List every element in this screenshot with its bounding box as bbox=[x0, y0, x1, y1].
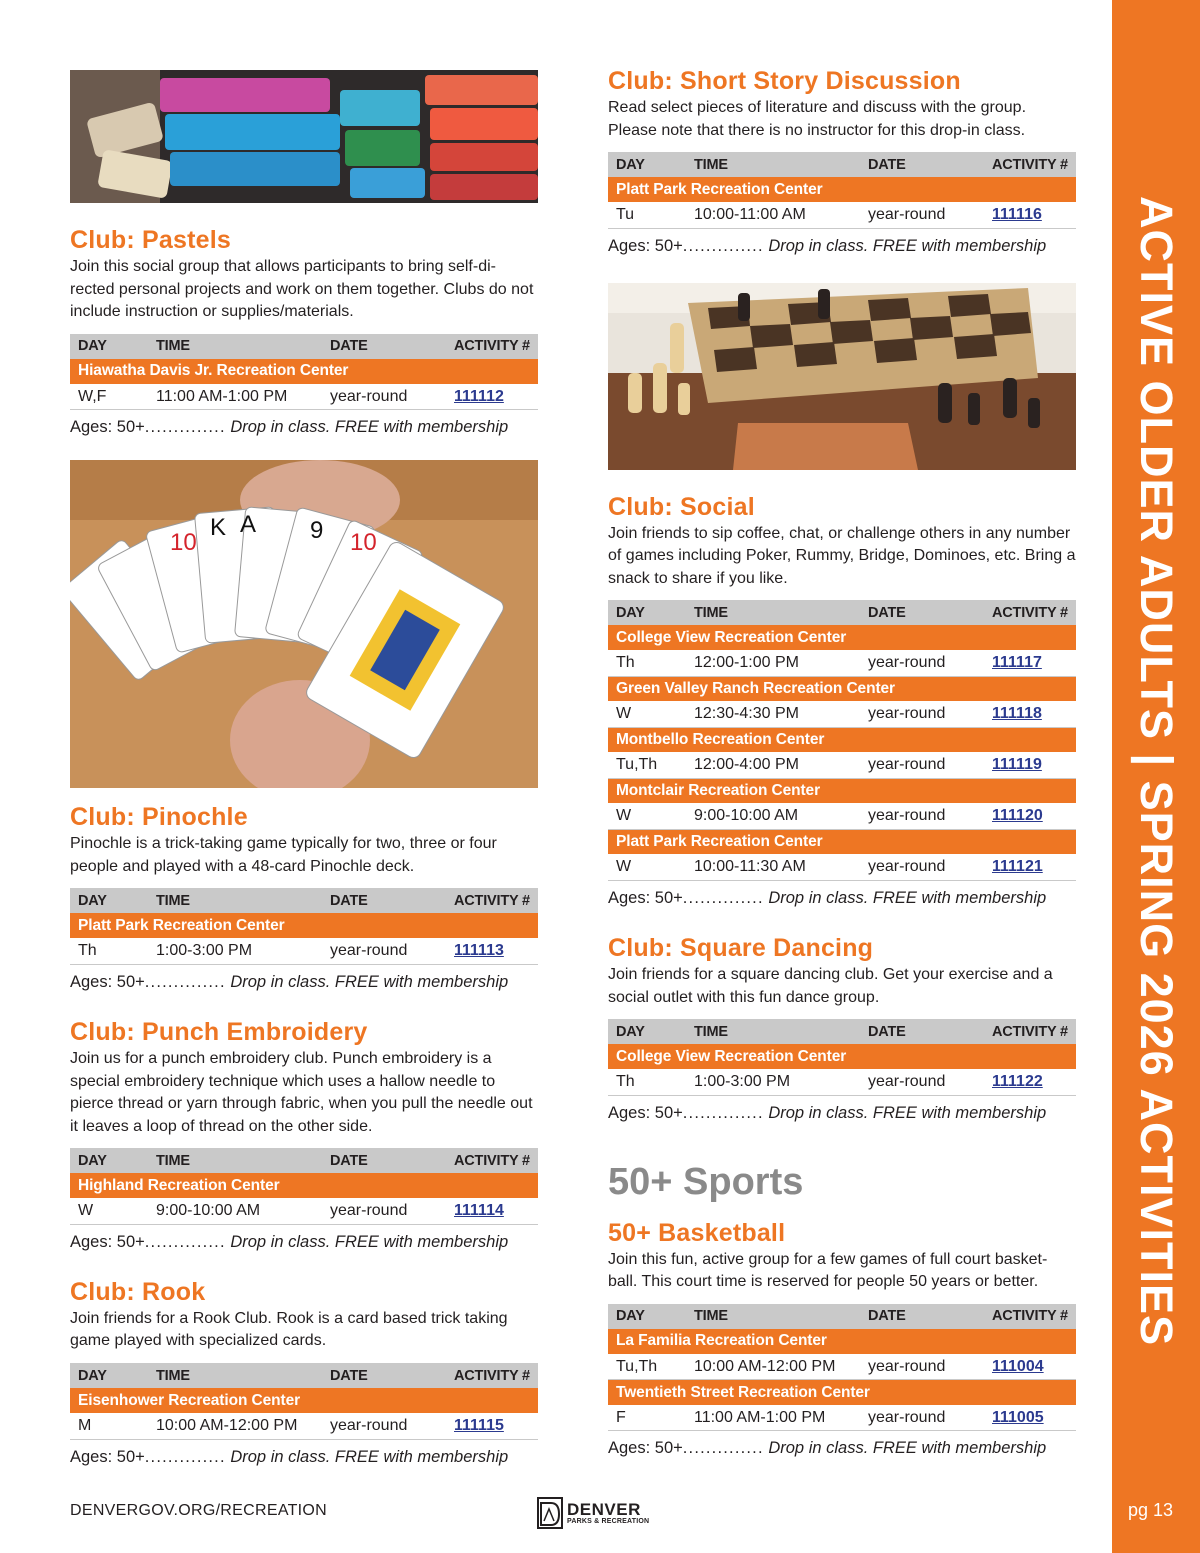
header-date: DATE bbox=[860, 1304, 984, 1329]
table-header-row bbox=[608, 152, 1076, 177]
activity-link[interactable]: 111116 bbox=[992, 205, 1042, 223]
location-row: College View Recreation Center bbox=[608, 625, 1076, 650]
logo-text bbox=[567, 1501, 649, 1525]
basketball-section bbox=[608, 1218, 1076, 1460]
table-row bbox=[70, 1198, 538, 1224]
location-row: Highland Recreation Center bbox=[70, 1173, 538, 1198]
table-row bbox=[608, 752, 1076, 778]
cell-day: W bbox=[608, 854, 686, 880]
location-row: College View Recreation Center bbox=[608, 1044, 1076, 1069]
cell-time: 9:00-10:00 AM bbox=[148, 1198, 322, 1224]
activity-link[interactable]: 111121 bbox=[992, 858, 1043, 876]
activity-link[interactable]: 111113 bbox=[454, 942, 504, 960]
header-date: DATE bbox=[322, 334, 446, 359]
location-row: Platt Park Recreation Center bbox=[70, 913, 538, 938]
ages-dots: .............. bbox=[682, 1439, 764, 1458]
cell-date: year-round bbox=[860, 1405, 984, 1431]
activity-link[interactable]: 111115 bbox=[454, 1416, 504, 1434]
short-story-section bbox=[608, 66, 1076, 257]
logo-name: DENVER bbox=[567, 1500, 641, 1519]
cell-time: 10:00 AM-12:00 PM bbox=[686, 1354, 860, 1380]
ages-prefix: Ages: 50+ bbox=[608, 1103, 683, 1122]
ages-dots: .............. bbox=[144, 1232, 226, 1251]
header-day: DAY bbox=[70, 1363, 148, 1388]
location-row: Eisenhower Recreation Center bbox=[70, 1388, 538, 1413]
table-row bbox=[608, 701, 1076, 727]
activity-link[interactable]: 111119 bbox=[992, 756, 1042, 774]
svg-text:9: 9 bbox=[310, 517, 324, 545]
cell-day: Tu bbox=[608, 202, 686, 228]
section-description: Pinochle is a trick-taking game typically for two, three or four people and played with a 48-card Pinochle deck. bbox=[70, 835, 497, 875]
ages-prefix: Ages: 50+ bbox=[608, 236, 683, 255]
section-title: Club: Pinochle bbox=[70, 803, 248, 832]
section-description: Join this social group that allows participants to bring self-di-rected personal projects and work on them together. Clubs do not include instruction or supplies/materials. bbox=[70, 258, 534, 321]
cell-day: Th bbox=[70, 938, 148, 964]
cell-date: year-round bbox=[322, 1198, 446, 1224]
cell-time: 10:00-11:30 AM bbox=[686, 854, 860, 880]
activity-link[interactable]: 111114 bbox=[454, 1202, 504, 1220]
section-description: Join this fun, active group for a few games of full court basket-ball. This court time is reserved for people 50 years or better. bbox=[608, 1250, 1048, 1291]
activity-link[interactable]: 111004 bbox=[992, 1357, 1044, 1375]
location-row: Platt Park Recreation Center bbox=[608, 829, 1076, 854]
activity-link[interactable]: 111005 bbox=[992, 1408, 1044, 1426]
right-column bbox=[608, 66, 1076, 1459]
svg-text:10: 10 bbox=[350, 529, 377, 557]
section-title: Club: Short Story Discussion bbox=[608, 67, 961, 95]
section-description: Join us for a punch embroidery club. Punch embroidery is a special embroidery technique which uses a hallow needle to pierce thread or yarn through fabric, when you pull the needle out it leaves a loop of thread on the other side. bbox=[70, 1049, 533, 1135]
table-row bbox=[608, 202, 1076, 228]
header-day: DAY bbox=[608, 1019, 686, 1044]
ages-note: Drop in class. FREE with membership bbox=[230, 1232, 509, 1251]
ages-prefix: Ages: 50+ bbox=[70, 972, 145, 991]
ages-dots: .............. bbox=[682, 1103, 764, 1122]
ages-dots: .............. bbox=[682, 888, 764, 907]
ages-note: Drop in class. FREE with membership bbox=[230, 1447, 509, 1466]
header-time: TIME bbox=[686, 152, 860, 177]
cell-time: 1:00-3:00 PM bbox=[686, 1069, 860, 1095]
table-header-row bbox=[608, 1304, 1076, 1329]
cell-time: 10:00 AM-12:00 PM bbox=[148, 1413, 322, 1439]
ages-note: Drop in class. FREE with membership bbox=[230, 972, 509, 991]
table-header-row bbox=[70, 1363, 538, 1388]
header-activity: ACTIVITY # bbox=[446, 334, 538, 359]
sports-heading: 50+ Sports bbox=[608, 1160, 804, 1203]
schedule-table bbox=[608, 1019, 1076, 1096]
header-day: DAY bbox=[608, 1304, 686, 1329]
header-activity: ACTIVITY # bbox=[446, 888, 538, 913]
pastel-chalks-photo bbox=[70, 70, 538, 203]
header-date: DATE bbox=[322, 888, 446, 913]
ages-note: Drop in class. FREE with membership bbox=[768, 1439, 1047, 1458]
table-row bbox=[70, 384, 538, 410]
header-date: DATE bbox=[860, 600, 984, 625]
rook-section bbox=[70, 1277, 538, 1468]
section-description: Join friends for a square dancing club. Get your exercise and a social outlet with this fun dance group. bbox=[608, 965, 1053, 1006]
ages-note: Drop in class. FREE with membership bbox=[768, 1103, 1047, 1122]
ages-prefix: Ages: 50+ bbox=[70, 1447, 145, 1466]
table-header-row bbox=[70, 334, 538, 359]
pinochle-section bbox=[70, 802, 538, 993]
table-row bbox=[608, 1405, 1076, 1431]
header-time: TIME bbox=[148, 334, 322, 359]
header-day: DAY bbox=[70, 334, 148, 359]
left-column bbox=[70, 70, 538, 1468]
header-time: TIME bbox=[686, 1019, 860, 1044]
ages-prefix: Ages: 50+ bbox=[608, 1439, 683, 1458]
cell-date: year-round bbox=[860, 752, 984, 778]
ages-line bbox=[70, 1446, 538, 1468]
cell-day: Tu,Th bbox=[608, 752, 686, 778]
table-row bbox=[608, 854, 1076, 880]
header-time: TIME bbox=[686, 600, 860, 625]
ages-line bbox=[608, 887, 1076, 909]
section-title: 50+ Basketball bbox=[608, 1218, 786, 1247]
cell-date: year-round bbox=[860, 202, 984, 228]
cell-time: 1:00-3:00 PM bbox=[148, 938, 322, 964]
cell-time: 10:00-11:00 AM bbox=[686, 202, 860, 228]
svg-text:K: K bbox=[210, 514, 227, 542]
header-date: DATE bbox=[860, 152, 984, 177]
cell-date: year-round bbox=[860, 803, 984, 829]
pastels-section bbox=[70, 225, 538, 438]
cell-date: year-round bbox=[322, 1413, 446, 1439]
cell-day: F bbox=[608, 1405, 686, 1431]
header-activity: ACTIVITY # bbox=[446, 1148, 538, 1173]
table-row bbox=[70, 1413, 538, 1439]
ages-line bbox=[70, 971, 538, 993]
section-title: Club: Rook bbox=[70, 1277, 206, 1306]
cell-date: year-round bbox=[322, 938, 446, 964]
header-date: DATE bbox=[322, 1363, 446, 1388]
activity-link[interactable]: 111122 bbox=[992, 1072, 1043, 1090]
table-row bbox=[608, 1354, 1076, 1380]
side-title: ACTIVE OLDER ADULTS | SPRING 2026 ACTIVITIES bbox=[1131, 196, 1182, 1347]
activity-link[interactable]: 111112 bbox=[454, 387, 504, 405]
cell-day: Tu,Th bbox=[608, 1354, 686, 1380]
header-day: DAY bbox=[608, 152, 686, 177]
header-activity: ACTIVITY # bbox=[984, 152, 1076, 177]
ages-line bbox=[70, 416, 538, 438]
ages-dots: .............. bbox=[144, 1447, 226, 1466]
ages-line bbox=[608, 1102, 1076, 1124]
cell-date: year-round bbox=[860, 1354, 984, 1380]
location-row: Platt Park Recreation Center bbox=[608, 177, 1076, 202]
header-activity: ACTIVITY # bbox=[446, 1363, 538, 1388]
cell-time: 12:00-4:00 PM bbox=[686, 752, 860, 778]
location-row: Hiawatha Davis Jr. Recreation Center bbox=[70, 359, 538, 384]
footer-url[interactable]: DENVERGOV.ORG/RECREATION bbox=[70, 1502, 328, 1519]
header-time: TIME bbox=[686, 1304, 860, 1329]
schedule-table bbox=[70, 334, 538, 411]
svg-text:10: 10 bbox=[170, 529, 197, 557]
ages-line bbox=[608, 235, 1076, 257]
cell-day: W bbox=[608, 701, 686, 727]
cell-date: year-round bbox=[860, 1069, 984, 1095]
cell-date: year-round bbox=[860, 650, 984, 676]
activity-link[interactable]: 111118 bbox=[992, 705, 1042, 723]
table-header-row bbox=[608, 1019, 1076, 1044]
denver-logo-icon bbox=[537, 1497, 563, 1529]
cell-day: M bbox=[70, 1413, 148, 1439]
activity-link[interactable]: 111120 bbox=[992, 807, 1043, 825]
ages-note: Drop in class. FREE with membership bbox=[230, 418, 509, 437]
cell-time: 11:00 AM-1:00 PM bbox=[148, 384, 322, 410]
header-activity: ACTIVITY # bbox=[984, 1019, 1076, 1044]
cell-time: 12:30-4:30 PM bbox=[686, 701, 860, 727]
header-day: DAY bbox=[70, 1148, 148, 1173]
schedule-table bbox=[608, 1304, 1076, 1432]
location-row: Green Valley Ranch Recreation Center bbox=[608, 676, 1076, 701]
table-row bbox=[608, 650, 1076, 676]
table-header-row bbox=[608, 600, 1076, 625]
ages-dots: .............. bbox=[144, 418, 226, 437]
schedule-table bbox=[70, 1363, 538, 1440]
cell-date: year-round bbox=[322, 384, 446, 410]
table-header-row bbox=[70, 1148, 538, 1173]
social-section bbox=[608, 492, 1076, 909]
schedule-table bbox=[608, 152, 1076, 229]
header-time: TIME bbox=[148, 888, 322, 913]
location-row: Twentieth Street Recreation Center bbox=[608, 1380, 1076, 1405]
cell-day: W,F bbox=[70, 384, 148, 410]
ages-note: Drop in class. FREE with membership bbox=[768, 236, 1047, 255]
header-date: DATE bbox=[322, 1148, 446, 1173]
table-row bbox=[608, 1069, 1076, 1095]
header-day: DAY bbox=[70, 888, 148, 913]
cell-day: W bbox=[608, 803, 686, 829]
ages-prefix: Ages: 50+ bbox=[608, 888, 683, 907]
section-description: Join friends to sip coffee, chat, or challenge others in any number of games including Poker, Rummy, Bridge, Dominoes, etc. Bring a snack to share if you like. bbox=[608, 524, 1076, 587]
section-title: Club: Square Dancing bbox=[608, 933, 874, 962]
header-activity: ACTIVITY # bbox=[984, 1304, 1076, 1329]
ages-line bbox=[608, 1437, 1076, 1459]
header-activity: ACTIVITY # bbox=[984, 600, 1076, 625]
cell-time: 12:00-1:00 PM bbox=[686, 650, 860, 676]
location-row: Montbello Recreation Center bbox=[608, 727, 1076, 752]
schedule-table bbox=[70, 888, 538, 965]
chess-board-photo bbox=[608, 283, 1076, 470]
header-date: DATE bbox=[860, 1019, 984, 1044]
section-title: Club: Social bbox=[608, 492, 755, 521]
denver-logo bbox=[537, 1497, 649, 1529]
page-number: pg 13 bbox=[1128, 1500, 1174, 1520]
ages-dots: .............. bbox=[682, 236, 764, 255]
table-row bbox=[70, 938, 538, 964]
section-description: Join friends for a Rook Club. Rook is a card based trick taking game played with specialized cards. bbox=[70, 1309, 508, 1350]
cell-date: year-round bbox=[860, 701, 984, 727]
ages-prefix: Ages: 50+ bbox=[70, 1232, 145, 1251]
cell-time: 11:00 AM-1:00 PM bbox=[686, 1405, 860, 1431]
cell-day: Th bbox=[608, 650, 686, 676]
svg-text:A: A bbox=[240, 511, 257, 539]
cell-time: 9:00-10:00 AM bbox=[686, 803, 860, 829]
cell-day: W bbox=[70, 1198, 148, 1224]
square-dancing-section bbox=[608, 933, 1076, 1124]
header-time: TIME bbox=[148, 1363, 322, 1388]
location-row: Montclair Recreation Center bbox=[608, 778, 1076, 803]
schedule-table bbox=[70, 1148, 538, 1225]
location-row: La Familia Recreation Center bbox=[608, 1329, 1076, 1354]
table-header-row bbox=[70, 888, 538, 913]
activity-link[interactable]: 111117 bbox=[992, 654, 1042, 672]
cell-day: Th bbox=[608, 1069, 686, 1095]
section-description: Read select pieces of literature and discuss with the group. Please note that there is no instructor for this drop-in class. bbox=[608, 99, 1027, 139]
ages-line bbox=[70, 1231, 538, 1253]
schedule-table bbox=[608, 600, 1076, 881]
section-title: Club: Punch Embroidery bbox=[70, 1017, 368, 1046]
header-time: TIME bbox=[148, 1148, 322, 1173]
logo-sub: PARKS & RECREATION bbox=[567, 1518, 650, 1525]
playing-cards-photo bbox=[70, 460, 538, 788]
ages-note: Drop in class. FREE with membership bbox=[768, 888, 1047, 907]
cell-date: year-round bbox=[860, 854, 984, 880]
embroidery-section bbox=[70, 1017, 538, 1253]
ages-dots: .............. bbox=[144, 972, 226, 991]
table-row bbox=[608, 803, 1076, 829]
header-day: DAY bbox=[608, 600, 686, 625]
section-title: Club: Pastels bbox=[70, 226, 231, 254]
ages-prefix: Ages: 50+ bbox=[70, 418, 145, 437]
